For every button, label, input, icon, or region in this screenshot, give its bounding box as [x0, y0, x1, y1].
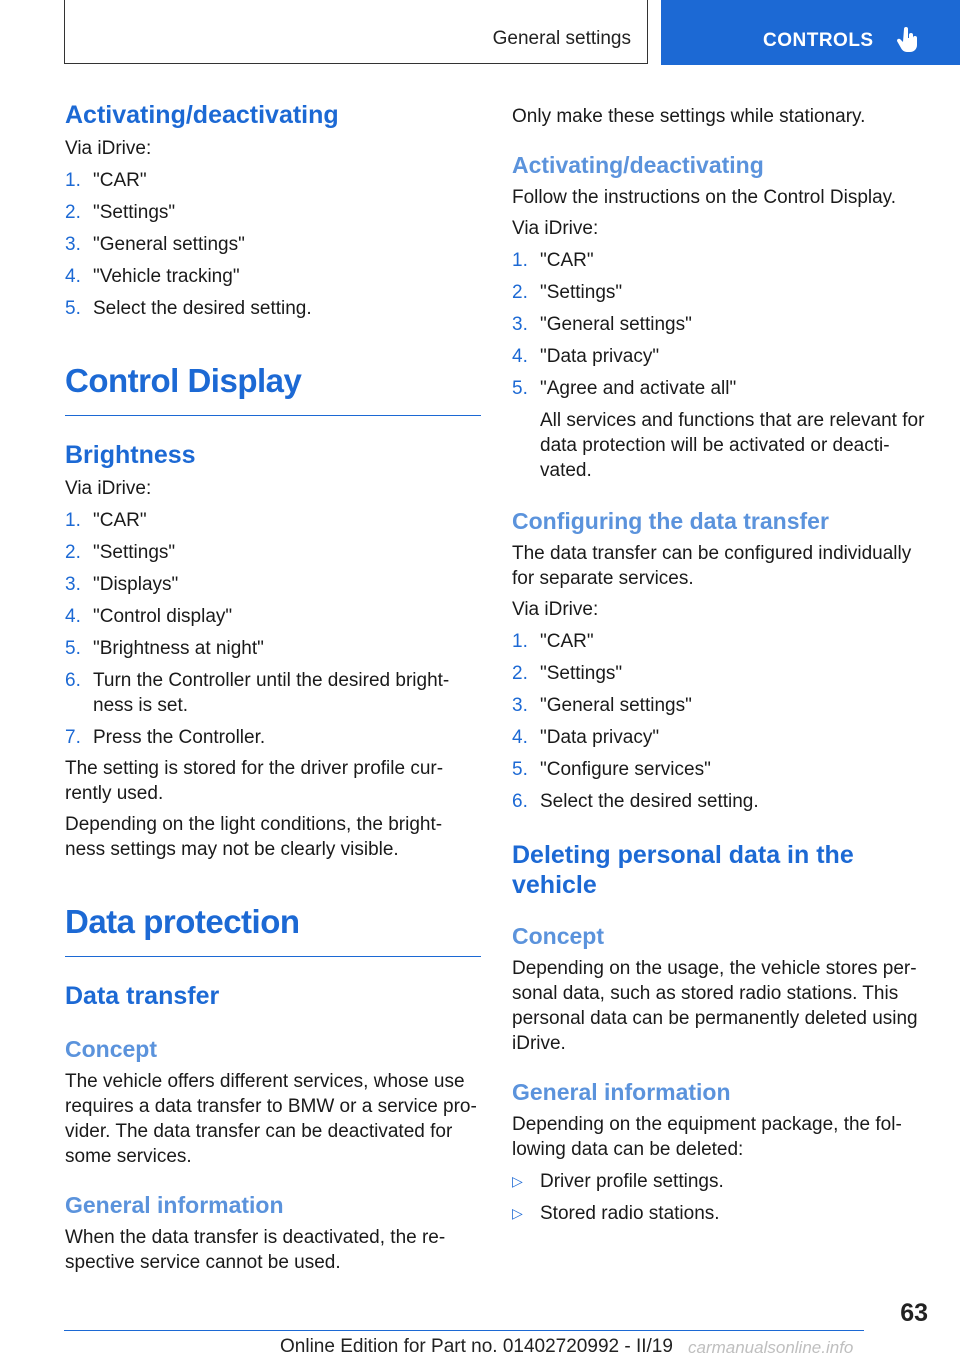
section-heading-data-transfer: Data transfer [65, 982, 220, 1010]
list-item: 4. "Control display" [65, 606, 233, 627]
list-item: 3. "General settings" [512, 314, 692, 335]
general-information-text: When the data transfer is deactivated, the re‐spective service cannot be used. [65, 1227, 446, 1273]
concept-text: The vehicle offers different services, whose use requires a data transfer to BMW or a service pro‐vider. The data transfer can be deactivated for some services. [65, 1071, 477, 1167]
chapter-heading-control-display: Control Display [65, 361, 481, 416]
list-item: 5. "Agree and activate all" All services and functions that are relevant for data protection will be activated or deacti‐vated. [512, 376, 928, 483]
list-item: 3. "Displays" [65, 574, 179, 595]
list-item: 2. "Settings" [512, 663, 623, 684]
list-item: 5. "Brightness at night" [65, 638, 264, 659]
subsection-heading-activating: Activating/deactivating [512, 152, 764, 178]
list-item: ▷ Driver profile settings. [512, 1171, 724, 1192]
data-privacy-steps [512, 248, 928, 483]
list-item: 2. "Settings" [65, 202, 176, 223]
pointing-hand-icon [895, 27, 921, 53]
list-item: 3. "General settings" [65, 234, 245, 255]
header-section-box [64, 0, 648, 64]
subsection-heading-general-information: General information [512, 1079, 731, 1105]
instruction-text: Follow the instructions on the Control Display. [512, 187, 897, 208]
general-information-text: Depending on the equipment package, the fol‐lowing data can be deleted: [512, 1114, 902, 1160]
right-column [512, 100, 928, 1226]
triangle-bullet-icon: ▷ [512, 1205, 523, 1221]
header-tab-label: CONTROLS [763, 30, 874, 51]
header-section-title: General settings [492, 28, 631, 49]
brightness-note: The setting is stored for the driver profile cur‐rently used. [65, 758, 444, 804]
via-idrive-text: Via iDrive: [512, 599, 599, 620]
via-idrive-text: Via iDrive: [512, 218, 599, 239]
list-item: 3. "General settings" [512, 695, 692, 716]
via-idrive-text: Via iDrive: [65, 478, 152, 499]
chapter-heading-data-protection: Data protection [65, 902, 481, 957]
configure-steps [512, 629, 928, 814]
triangle-bullet-icon: ▷ [512, 1173, 523, 1189]
list-item: 1. "CAR" [65, 170, 147, 191]
list-item: 4. "Vehicle tracking" [65, 266, 240, 287]
watermark: carmanualsonline.info [688, 1338, 854, 1357]
configuring-text: The data transfer can be configured individually for separate services. [512, 543, 912, 589]
activation-steps [65, 168, 481, 321]
list-item: 7. Press the Controller. [65, 727, 266, 748]
subsection-heading-configuring: Configuring the data transfer [512, 508, 829, 534]
list-item: 4. "Data privacy" [512, 727, 660, 748]
brightness-steps [65, 508, 481, 750]
subsection-heading-concept: Concept [512, 923, 604, 949]
list-item: 1. "CAR" [512, 631, 594, 652]
concept-text: Depending on the usage, the vehicle stores per‐sonal data, such as stored radio stations. This personal data can be permanently deleted using iDrive. [512, 958, 918, 1054]
list-item: 2. "Settings" [65, 542, 176, 563]
header-tab-controls [661, 0, 960, 65]
intro-text: Only make these settings while stationary. [512, 106, 866, 127]
section-heading-brightness: Brightness [65, 441, 196, 469]
brightness-note: Depending on the light conditions, the bright‐ness settings may not be clearly visible. [65, 814, 443, 860]
deletable-data-list [512, 1169, 928, 1226]
left-column [65, 100, 481, 1275]
subsection-heading-concept: Concept [65, 1036, 157, 1062]
list-item: 5. Select the desired setting. [65, 298, 312, 319]
footer-divider [64, 1330, 864, 1331]
list-item: 1. "CAR" [512, 250, 594, 271]
subsection-heading-general-information: General information [65, 1192, 284, 1218]
list-item: 4. "Data privacy" [512, 346, 660, 367]
section-heading-deleting-personal-data: Deleting personal data in the vehicle [512, 841, 854, 899]
step-description: All services and functions that are relevant for data protection will be activated or deacti‐vated. [540, 410, 925, 481]
list-item: 1. "CAR" [65, 510, 147, 531]
footer-edition-text: Online Edition for Part no. 01402720992 - II/19 [280, 1336, 673, 1357]
list-item: 5. "Configure services" [512, 759, 711, 780]
list-item: ▷ Stored radio stations. [512, 1203, 720, 1224]
list-item: 6. Select the desired setting. [512, 791, 759, 812]
list-item: 2. "Settings" [512, 282, 623, 303]
via-idrive-text: Via iDrive: [65, 138, 152, 159]
section-heading: Activating/deactivating [65, 101, 339, 129]
page-number: 63 [900, 1299, 928, 1327]
list-item: 6. Turn the Controller until the desired bright‐ness is set. [65, 670, 450, 716]
